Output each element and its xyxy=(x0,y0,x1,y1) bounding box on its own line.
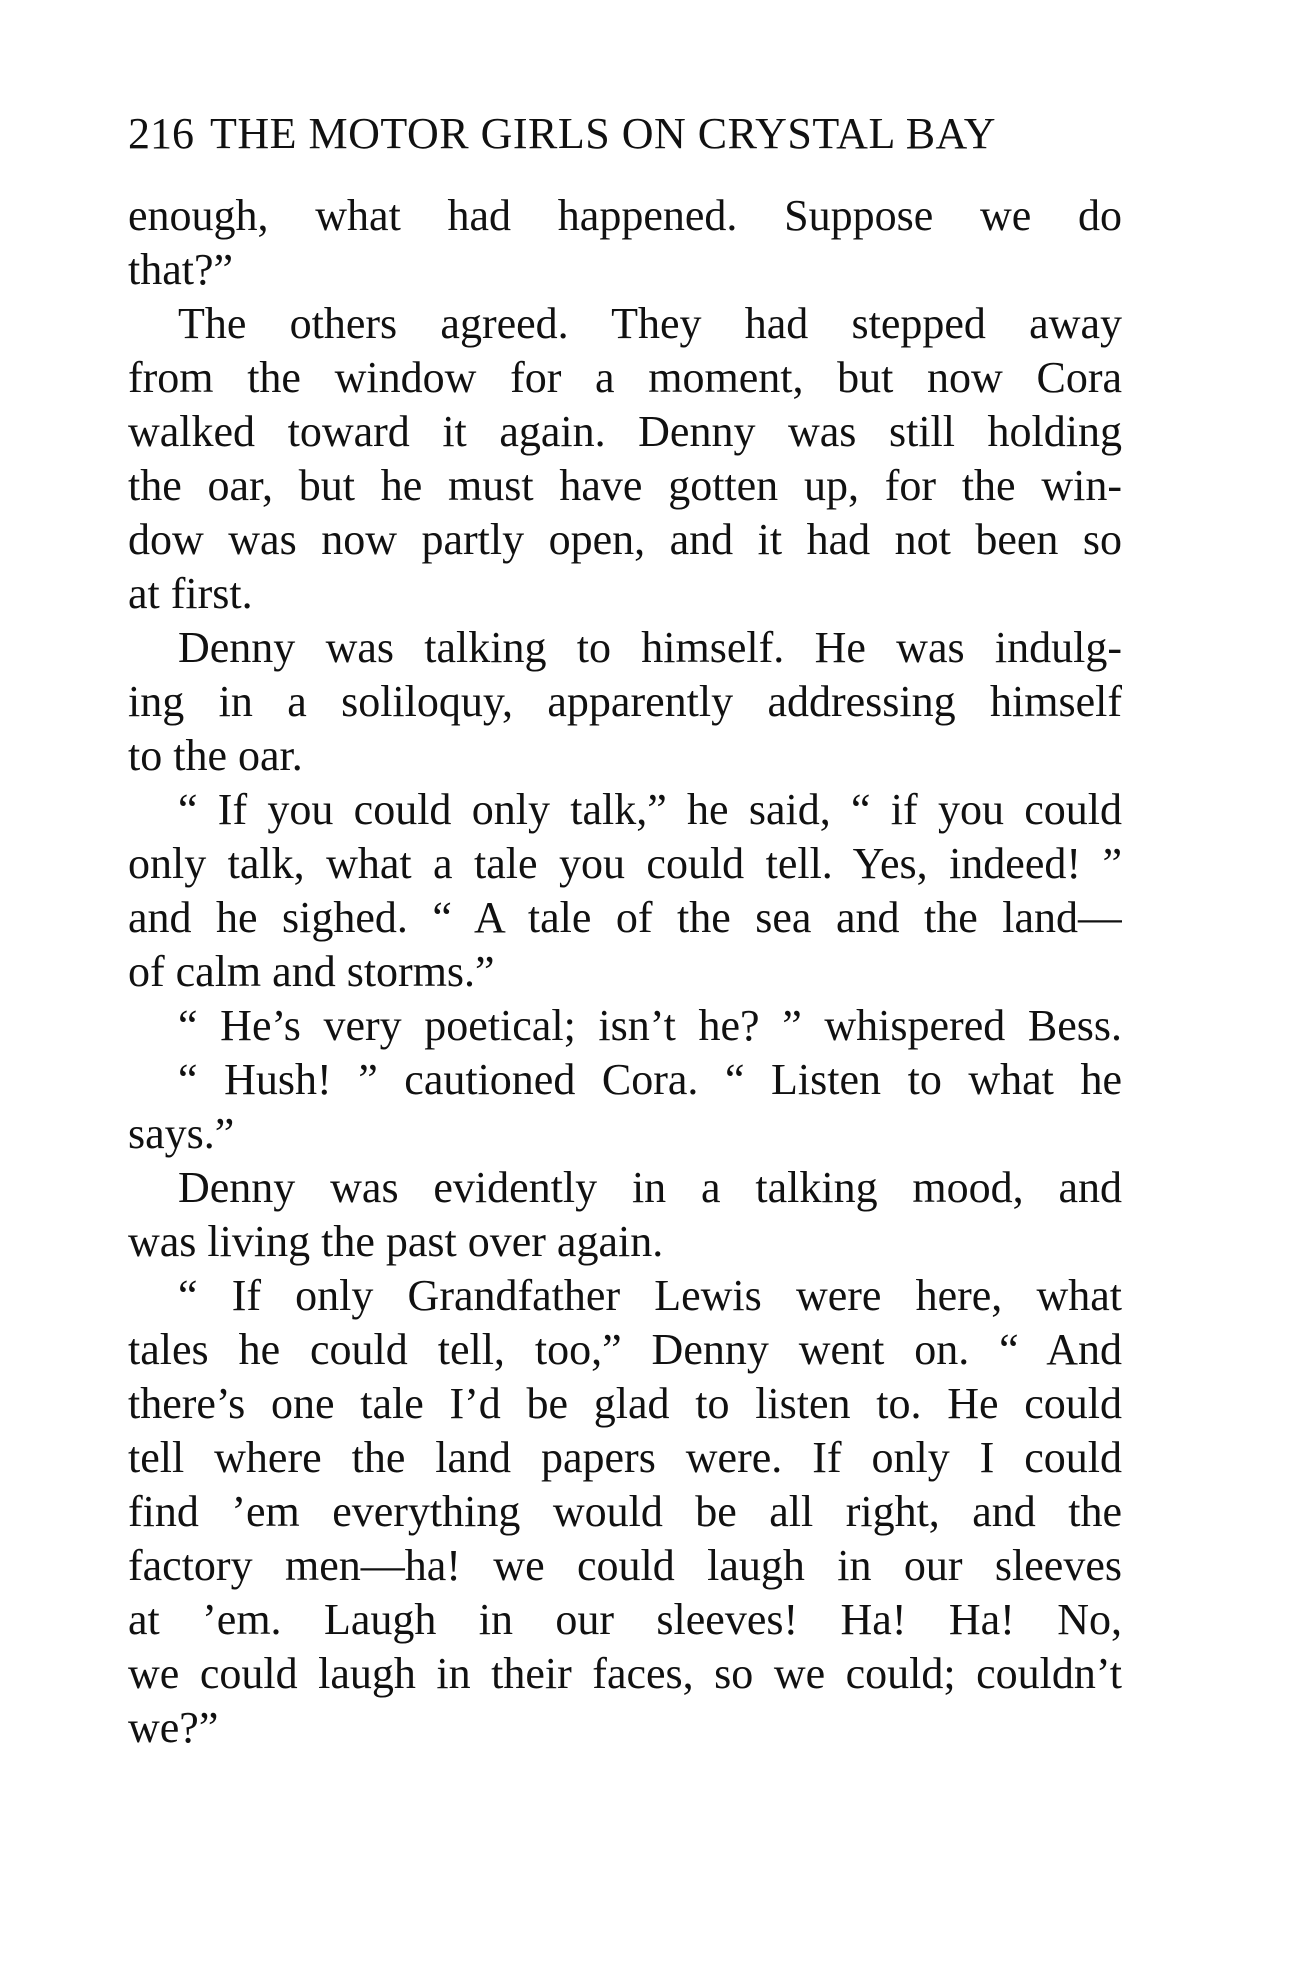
page-header xyxy=(128,104,1118,164)
text-line: only talk, what a tale you could tell. Yes, indeed! ” xyxy=(128,839,1122,888)
text-line: at ’em. Laugh in our sleeves! Ha! Ha! No, xyxy=(128,1595,1122,1644)
text-line: we could laugh in their faces, so we could; couldn’t xyxy=(128,1649,1122,1698)
running-head: THE MOTOR GIRLS ON CRYSTAL BAY xyxy=(210,109,997,158)
text-line: tales he could tell, too,” Denny went on. “ And xyxy=(128,1325,1122,1374)
text-line: “ He’s very poetical; isn’t he? ” whispered Bess. xyxy=(178,1001,1122,1050)
text-line: “ If you could only talk,” he said, “ if you could xyxy=(178,785,1122,834)
text-line: we?” xyxy=(128,1703,219,1752)
text-line: The others agreed. They had stepped away xyxy=(178,299,1122,348)
text-line: the oar, but he must have gotten up, for the win- xyxy=(128,461,1122,510)
text-line: ing in a soliloquy, apparently addressing himself xyxy=(128,677,1122,726)
text-line: says.” xyxy=(128,1109,235,1158)
text-line: dow was now partly open, and it had not been so xyxy=(128,515,1122,564)
text-line: “ Hush! ” cautioned Cora. “ Listen to what he xyxy=(178,1055,1122,1104)
text-line: was living the past over again. xyxy=(128,1217,664,1266)
text-line: at first. xyxy=(128,569,253,618)
text-line: Denny was talking to himself. He was indulg- xyxy=(178,623,1122,672)
body-text xyxy=(128,189,1122,1755)
text-line: tell where the land papers were. If only I could xyxy=(128,1433,1122,1482)
text-line: to the oar. xyxy=(128,731,303,780)
text-line: of calm and storms.” xyxy=(128,947,495,996)
text-line: find ’em everything would be all right, and the xyxy=(128,1487,1122,1536)
page-number: 216 xyxy=(128,109,194,158)
text-line: Denny was evidently in a talking mood, and xyxy=(178,1163,1122,1212)
text-line: factory men—ha! we could laugh in our sleeves xyxy=(128,1541,1122,1590)
text-line: “ If only Grandfather Lewis were here, what xyxy=(178,1271,1122,1320)
text-line: there’s one tale I’d be glad to listen to. He could xyxy=(128,1379,1122,1428)
text-line: walked toward it again. Denny was still holding xyxy=(128,407,1122,456)
text-line: enough, what had happened. Suppose we do xyxy=(128,191,1122,240)
text-line: that?” xyxy=(128,245,234,294)
text-line: from the window for a moment, but now Cora xyxy=(128,353,1122,402)
text-line: and he sighed. “ A tale of the sea and the land— xyxy=(128,893,1122,942)
